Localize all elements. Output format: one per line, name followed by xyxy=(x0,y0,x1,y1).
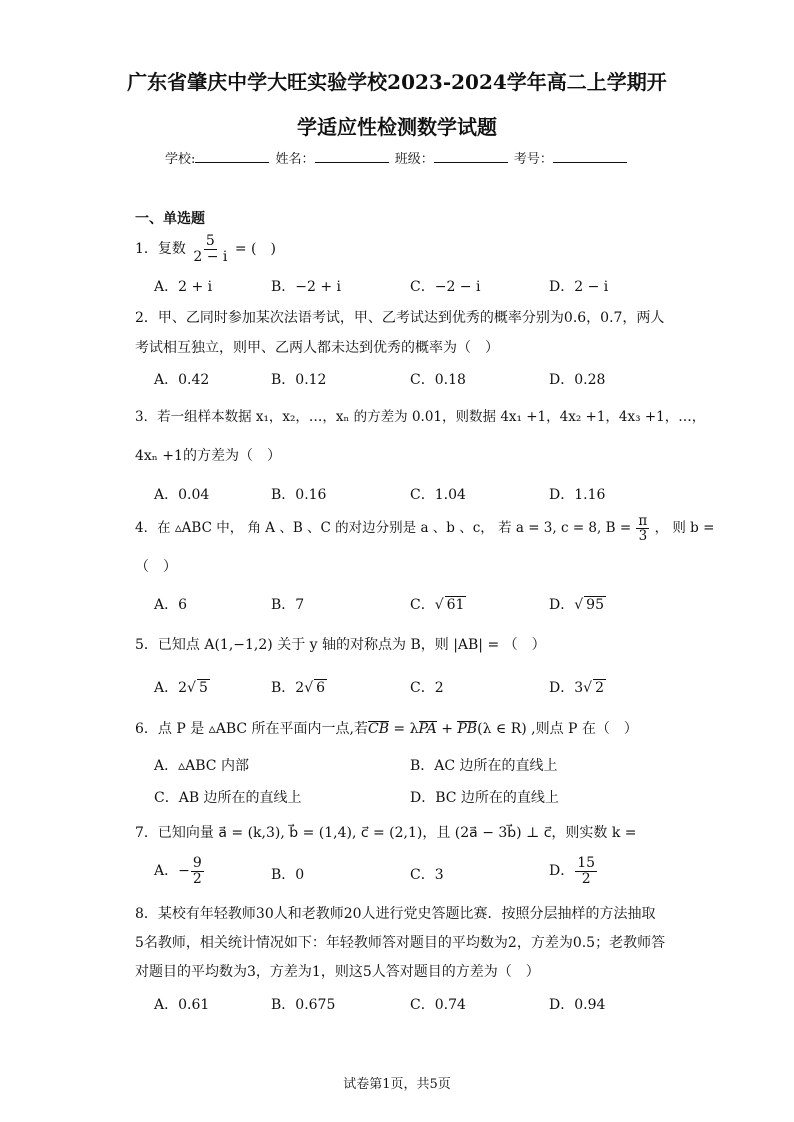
q1-option-a: A．2 + i xyxy=(154,279,213,295)
q6-option-d: D．BC 边所在的直线上 xyxy=(410,790,559,806)
q7-option-b: B．0 xyxy=(271,867,305,883)
q6-vector-pb: PB xyxy=(457,721,478,737)
q4-text-b: ， 则 b = xyxy=(654,520,715,537)
q5-option-c: C．2 xyxy=(410,680,444,696)
q5-option-d-radicand: 2 xyxy=(595,680,604,696)
question-4 xyxy=(135,514,714,543)
q8-line2: 5名教师，相关统计情况如下：年轻教师答对题目的平均数为2，方差为0.5；老教师答 xyxy=(135,935,666,951)
q4-option-c-radicand: 61 xyxy=(446,597,465,613)
q7-option-a-fraction xyxy=(191,856,204,886)
q3-line2: 4xₙ +1的方差为（ ） xyxy=(135,448,281,464)
q5-option-a: A．2√ 5 xyxy=(154,680,208,696)
q4-frac-den: 3 xyxy=(638,528,648,545)
exam-title-line2: 学适应性检测数学试题 xyxy=(297,115,497,139)
q5-option-b-radicand: 6 xyxy=(316,680,326,696)
q5-option-b-label: B．2 xyxy=(271,680,305,696)
q3-option-a: A．0.04 xyxy=(154,487,210,503)
q2-option-a: A．0.42 xyxy=(154,372,210,388)
q3-option-d: D．1.16 xyxy=(549,487,606,503)
q6-option-a: A．▵ABC 内部 xyxy=(154,758,249,774)
q2-line1: 2．甲、乙同时参加某次法语考试，甲、乙考试达到优秀的概率分别为0.6，0.7，两人 xyxy=(135,310,665,326)
q4-frac-num: π xyxy=(638,513,648,529)
section-heading: 一、单选题 xyxy=(135,211,205,227)
q1-number: 1． xyxy=(135,241,158,258)
q1-text-b: = ( ) xyxy=(234,241,276,258)
q5-option-d: D．3√ 2 xyxy=(549,680,604,696)
q8-option-d: D．0.94 xyxy=(549,997,606,1013)
q6-eq: = λ xyxy=(388,721,419,737)
q4-text-a: 4．在 ▵ABC 中， 角 A 、B 、C 的对边分别是 a 、b 、c， 若 a = 3, c = 8, B = xyxy=(135,520,632,537)
q7-option-d xyxy=(549,856,598,886)
q1-option-b: B．−2 + i xyxy=(271,279,342,295)
q6-option-b: B．AC 边所在的直线上 xyxy=(410,758,558,774)
q2-option-b: B．0.12 xyxy=(271,372,327,388)
name-label: 姓名： xyxy=(275,152,315,167)
q4-option-a: A．6 xyxy=(154,597,188,613)
q8-option-c: C．0.74 xyxy=(410,997,466,1013)
q7-option-c: C．3 xyxy=(410,867,444,883)
q8-line3: 对题目的平均数为3，方差为1，则这5人答对题目的方差为（ ） xyxy=(135,964,540,980)
page-footer: 试卷第1页，共5页 xyxy=(343,1077,451,1092)
q8-line1: 8．某校有年轻教师30人和老教师20人进行党史答题比赛．按照分层抽样的方法抽取 xyxy=(135,906,656,922)
q7-option-a-label: A．− xyxy=(154,863,190,880)
q1-fraction xyxy=(191,234,229,264)
exam-id-label: 考号： xyxy=(513,152,553,167)
q7-text: 7．已知向量 a⃗ = (k,3), b⃗ = (1,4), c⃗ = (2,1)，且 (2a⃗ − 3b⃗) ⊥ c⃗，则实数 k = xyxy=(135,825,637,841)
exam-title-line1: 广东省肇庆中学大旺实验学校2023-2024学年高二上学期开 xyxy=(127,70,667,94)
q1-frac-num: 5 xyxy=(205,233,215,249)
q1-option-d: D．2 − i xyxy=(549,279,609,295)
q8-option-b: B．0.675 xyxy=(271,997,336,1013)
q4-option-d-radicand: 95 xyxy=(586,597,604,613)
class-label: 班级： xyxy=(394,152,434,167)
class-blank xyxy=(434,150,508,163)
student-info-line xyxy=(165,148,629,167)
school-blank xyxy=(195,150,269,163)
q1-frac-den: 2 − i xyxy=(193,248,228,265)
q2-option-d: D．0.28 xyxy=(549,372,606,388)
q4-option-b: B．7 xyxy=(271,597,305,613)
q3-option-c: C．1.04 xyxy=(410,487,466,503)
q7-option-d-den: 2 xyxy=(581,870,591,887)
q7-option-a-den: 2 xyxy=(192,870,202,887)
q4-option-d-label: D． xyxy=(549,597,575,613)
q2-option-c: C．0.18 xyxy=(410,372,466,388)
q5-text: 5．已知点 A(1,−1,2) 关于 y 轴的对称点为 B，则 |AB| = （ ） xyxy=(135,637,546,653)
q6-plus: + xyxy=(436,721,458,737)
q7-option-d-fraction xyxy=(575,856,597,886)
q8-option-a: A．0.61 xyxy=(154,997,210,1013)
q2-line2: 考试相互独立，则甲、乙两人都未达到优秀的概率为（ ） xyxy=(135,340,499,356)
q6-option-c: C．AB 边所在的直线上 xyxy=(154,790,302,806)
exam-id-blank xyxy=(553,150,627,163)
q6-vector-cb: CB xyxy=(367,721,389,737)
name-blank xyxy=(315,150,389,163)
q7-option-a-num: 9 xyxy=(192,855,202,871)
q7-option-d-num: 15 xyxy=(577,855,596,871)
question-1 xyxy=(135,234,276,264)
q6-vector-pa: PA xyxy=(418,721,437,737)
q7-option-d-label: D． xyxy=(549,863,575,880)
q3-line1: 3．若一组样本数据 x₁，x₂，…，xₙ 的方差为 0.01，则数据 4x₁ +1，4x₂ +1，4x₃ +1，…， xyxy=(135,409,706,425)
q5-option-b: B．2√ 6 xyxy=(271,680,326,696)
q1-option-c: C．−2 − i xyxy=(410,279,481,295)
q4-fraction xyxy=(636,514,649,543)
q4-option-c-label: C． xyxy=(410,597,435,613)
q4-option-d: D．√ 95 xyxy=(549,597,604,613)
q1-text-a: 复数 xyxy=(157,241,186,258)
q4-option-c: C．√ 61 xyxy=(410,597,465,613)
q6-text-b: (λ ∈ R) ,则点 P 在（ ） xyxy=(477,721,638,737)
q4-line2: （ ） xyxy=(135,559,177,575)
q7-option-a xyxy=(154,856,205,886)
q5-option-a-radicand: 5 xyxy=(198,680,208,696)
q5-option-a-label: A．2 xyxy=(154,680,188,696)
q3-option-b: B．0.16 xyxy=(271,487,327,503)
school-label: 学校: xyxy=(165,152,196,167)
q5-option-d-label: D．3 xyxy=(549,680,584,696)
q6-text-a: 6．点 P 是 ▵ABC 所在平面内一点,若 xyxy=(135,721,368,737)
question-6 xyxy=(135,718,638,738)
